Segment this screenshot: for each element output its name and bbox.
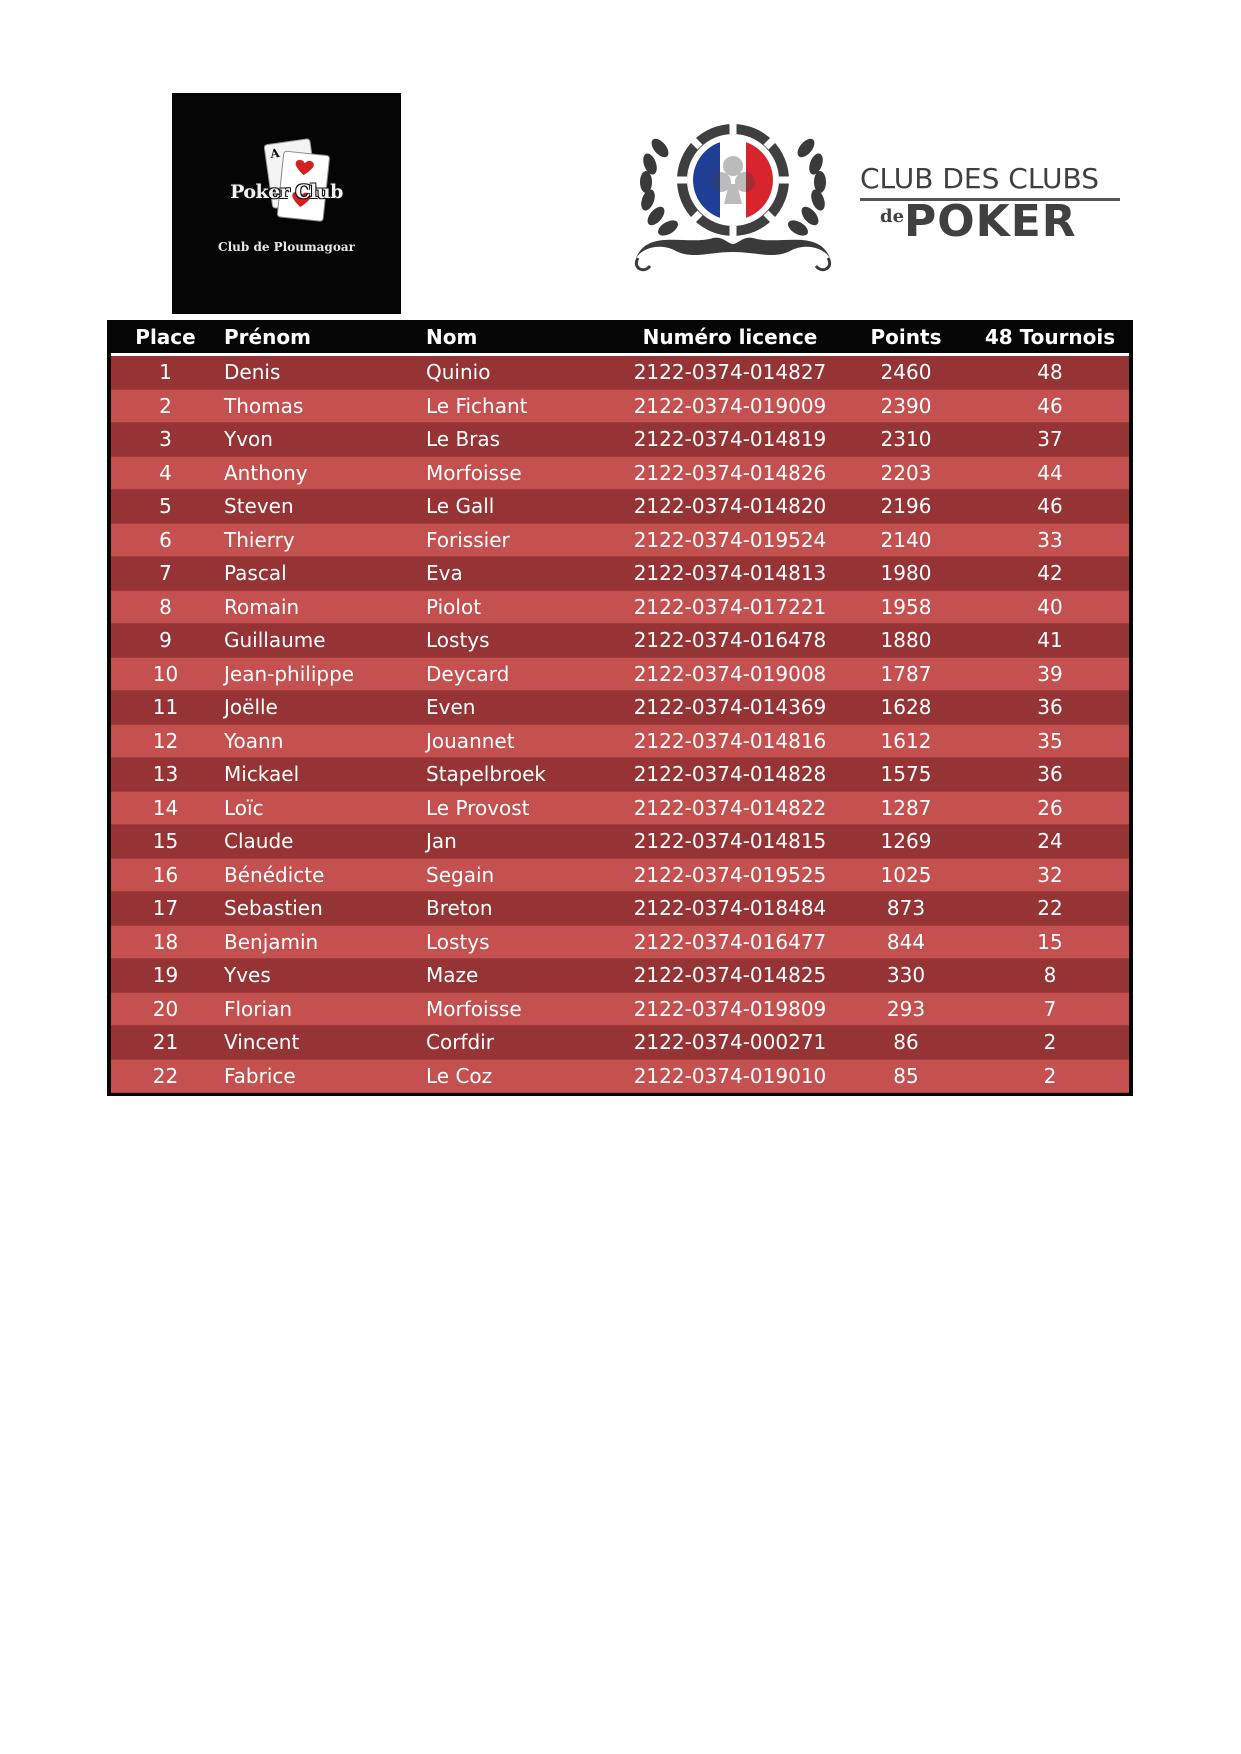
cell-first-name: Denis bbox=[224, 360, 281, 385]
cell-tournaments: 26 bbox=[1037, 795, 1063, 820]
cell-license: 2122-0374-014828 bbox=[633, 762, 827, 787]
cell-points: 1575 bbox=[880, 762, 932, 787]
cell-last-name: Segain bbox=[426, 862, 495, 887]
table-row bbox=[111, 892, 1129, 926]
cell-points: 85 bbox=[893, 1063, 919, 1088]
cell-tournaments: 2 bbox=[1043, 1030, 1057, 1055]
table-row bbox=[111, 1060, 1129, 1094]
table-row bbox=[111, 356, 1129, 390]
cell-points: 2196 bbox=[880, 494, 932, 519]
cell-points: 2310 bbox=[880, 427, 932, 452]
cell-points: 2140 bbox=[880, 527, 932, 552]
cell-license: 2122-0374-017221 bbox=[633, 594, 827, 619]
cell-last-name: Le Coz bbox=[426, 1063, 493, 1088]
cell-license: 2122-0374-016477 bbox=[633, 929, 827, 954]
table-row bbox=[111, 859, 1129, 893]
cell-license: 2122-0374-019524 bbox=[633, 527, 827, 552]
cell-place: 11 bbox=[152, 695, 179, 720]
cell-last-name: Stapelbroek bbox=[426, 762, 546, 787]
table-row bbox=[111, 390, 1129, 424]
table-row bbox=[111, 557, 1129, 591]
cell-tournaments: 46 bbox=[1037, 494, 1063, 519]
cell-tournaments: 32 bbox=[1037, 862, 1063, 887]
cell-first-name: Thomas bbox=[224, 393, 304, 418]
cell-license: 2122-0374-014813 bbox=[633, 561, 827, 586]
cell-first-name: Claude bbox=[224, 829, 294, 854]
cell-place: 20 bbox=[152, 996, 179, 1021]
header-license: Numéro licence bbox=[642, 324, 818, 349]
cell-place: 9 bbox=[159, 628, 172, 653]
cell-first-name: Thierry bbox=[224, 527, 295, 552]
cell-last-name: Morfoisse bbox=[426, 460, 522, 485]
cell-license: 2122-0374-014827 bbox=[633, 360, 827, 385]
table-row bbox=[111, 758, 1129, 792]
cell-last-name: Le Gall bbox=[426, 494, 495, 519]
cell-tournaments: 35 bbox=[1037, 728, 1063, 753]
cell-last-name: Le Bras bbox=[426, 427, 501, 452]
table-row bbox=[111, 993, 1129, 1027]
cell-place: 19 bbox=[152, 963, 179, 988]
cell-last-name: Lostys bbox=[426, 628, 490, 653]
cell-points: 1628 bbox=[880, 695, 932, 720]
cell-first-name: Bénédicte bbox=[224, 862, 325, 887]
table-row bbox=[111, 457, 1129, 491]
header-tournaments: 48 Tournois bbox=[984, 324, 1116, 349]
cell-last-name: Forissier bbox=[426, 527, 510, 552]
cell-last-name: Piolot bbox=[426, 594, 482, 619]
cell-points: 1980 bbox=[880, 561, 932, 586]
table-row bbox=[111, 825, 1129, 859]
cell-tournaments: 41 bbox=[1037, 628, 1063, 653]
cell-license: 2122-0374-019525 bbox=[633, 862, 827, 887]
header-points: Points bbox=[870, 324, 942, 349]
cell-first-name: Fabrice bbox=[224, 1063, 296, 1088]
table-row bbox=[111, 959, 1129, 993]
cell-last-name: Le Fichant bbox=[426, 393, 528, 418]
cell-tournaments: 40 bbox=[1037, 594, 1063, 619]
cell-first-name: Benjamin bbox=[224, 929, 319, 954]
header-place: Place bbox=[135, 324, 196, 349]
cell-license: 2122-0374-014826 bbox=[633, 460, 827, 485]
cell-first-name: Yvon bbox=[224, 427, 273, 452]
cell-place: 13 bbox=[152, 762, 179, 787]
cell-place: 22 bbox=[152, 1063, 179, 1088]
cell-first-name: Yves bbox=[224, 963, 271, 988]
cell-first-name: Yoann bbox=[224, 728, 284, 753]
cell-place: 17 bbox=[152, 896, 179, 921]
club-subtitle: Club de Ploumagoar bbox=[218, 240, 355, 254]
cell-first-name: Steven bbox=[224, 494, 294, 519]
cell-first-name: Romain bbox=[224, 594, 300, 619]
cell-points: 2203 bbox=[880, 460, 932, 485]
cell-tournaments: 48 bbox=[1037, 360, 1063, 385]
cell-last-name: Maze bbox=[426, 963, 479, 988]
cell-points: 1880 bbox=[880, 628, 932, 653]
cell-license: 2122-0374-014825 bbox=[633, 963, 827, 988]
playing-cards-icon bbox=[172, 93, 401, 314]
cell-tournaments: 2 bbox=[1043, 1063, 1057, 1088]
table-row bbox=[111, 423, 1129, 457]
cell-license: 2122-0374-014820 bbox=[633, 494, 827, 519]
cell-first-name: Guillaume bbox=[224, 628, 326, 653]
table-row bbox=[111, 725, 1129, 759]
cell-tournaments: 15 bbox=[1037, 929, 1063, 954]
header-first-name: Prénom bbox=[224, 324, 311, 349]
cell-points: 330 bbox=[886, 963, 926, 988]
cell-tournaments: 7 bbox=[1043, 996, 1057, 1021]
cell-license: 2122-0374-019010 bbox=[633, 1063, 827, 1088]
brand-title-line2: POKER bbox=[904, 196, 1077, 247]
cell-place: 3 bbox=[159, 427, 172, 452]
cell-tournaments: 36 bbox=[1037, 762, 1063, 787]
cell-first-name: Jean-philippe bbox=[224, 661, 355, 686]
cell-points: 844 bbox=[886, 929, 926, 954]
cell-license: 2122-0374-014819 bbox=[633, 427, 827, 452]
club-des-clubs-logo bbox=[608, 118, 1128, 288]
cell-place: 4 bbox=[159, 460, 172, 485]
cell-points: 1787 bbox=[880, 661, 932, 686]
cell-place: 10 bbox=[152, 661, 179, 686]
cell-place: 16 bbox=[152, 862, 179, 887]
cell-last-name: Le Provost bbox=[426, 795, 530, 820]
cell-last-name: Eva bbox=[426, 561, 463, 586]
cell-points: 1269 bbox=[880, 829, 932, 854]
cell-place: 6 bbox=[159, 527, 172, 552]
cell-points: 1025 bbox=[880, 862, 932, 887]
cell-last-name: Jouannet bbox=[426, 728, 515, 753]
cell-place: 14 bbox=[152, 795, 179, 820]
table-row bbox=[111, 926, 1129, 960]
cell-points: 2460 bbox=[880, 360, 932, 385]
cell-place: 1 bbox=[159, 360, 172, 385]
cell-last-name: Morfoisse bbox=[426, 996, 522, 1021]
cell-tournaments: 37 bbox=[1037, 427, 1063, 452]
cell-license: 2122-0374-014369 bbox=[633, 695, 827, 720]
cell-tournaments: 44 bbox=[1037, 460, 1063, 485]
cell-points: 1287 bbox=[880, 795, 932, 820]
cell-points: 293 bbox=[886, 996, 926, 1021]
cell-first-name: Vincent bbox=[224, 1030, 300, 1055]
cell-tournaments: 33 bbox=[1037, 527, 1063, 552]
cell-license: 2122-0374-000271 bbox=[633, 1030, 827, 1055]
cell-place: 2 bbox=[159, 393, 172, 418]
cell-tournaments: 22 bbox=[1037, 896, 1063, 921]
cell-place: 18 bbox=[152, 929, 179, 954]
table-row bbox=[111, 591, 1129, 625]
cell-points: 2390 bbox=[880, 393, 932, 418]
cell-points: 1958 bbox=[880, 594, 932, 619]
cell-points: 86 bbox=[893, 1030, 919, 1055]
poker-club-logo bbox=[172, 93, 401, 314]
cell-points: 1612 bbox=[880, 728, 932, 753]
table-row bbox=[111, 524, 1129, 558]
cell-place: 7 bbox=[159, 561, 172, 586]
table-header bbox=[111, 320, 1129, 356]
cell-tournaments: 24 bbox=[1037, 829, 1063, 854]
cell-license: 2122-0374-019809 bbox=[633, 996, 827, 1021]
cell-first-name: Loïc bbox=[224, 795, 264, 820]
cell-first-name: Mickael bbox=[224, 762, 300, 787]
cell-first-name: Anthony bbox=[224, 460, 308, 485]
cell-first-name: Joëlle bbox=[224, 695, 278, 720]
cell-license: 2122-0374-014822 bbox=[633, 795, 827, 820]
cell-first-name: Pascal bbox=[224, 561, 287, 586]
table-row bbox=[111, 792, 1129, 826]
club-name: Poker Club bbox=[230, 181, 343, 203]
table-row bbox=[111, 1026, 1129, 1060]
cell-last-name: Quinio bbox=[426, 360, 491, 385]
table-row bbox=[111, 658, 1129, 692]
cell-license: 2122-0374-016478 bbox=[633, 628, 827, 653]
cell-first-name: Sebastien bbox=[224, 896, 323, 921]
table-body bbox=[111, 356, 1129, 1093]
cell-tournaments: 42 bbox=[1037, 561, 1063, 586]
cell-license: 2122-0374-014816 bbox=[633, 728, 827, 753]
cell-tournaments: 8 bbox=[1043, 963, 1057, 988]
table-row bbox=[111, 490, 1129, 524]
cell-license: 2122-0374-018484 bbox=[633, 896, 827, 921]
svg-text:A: A bbox=[269, 145, 281, 162]
cell-tournaments: 46 bbox=[1037, 393, 1063, 418]
header-last-name: Nom bbox=[426, 324, 478, 349]
table-row bbox=[111, 691, 1129, 725]
laurel-chip-emblem-icon bbox=[608, 118, 858, 288]
cell-place: 21 bbox=[152, 1030, 179, 1055]
ranking-table bbox=[107, 320, 1133, 1096]
cell-last-name: Corfdir bbox=[426, 1030, 494, 1055]
cell-license: 2122-0374-014815 bbox=[633, 829, 827, 854]
cell-license: 2122-0374-019009 bbox=[633, 393, 827, 418]
brand-de: de bbox=[880, 206, 905, 227]
cell-last-name: Even bbox=[426, 695, 476, 720]
cell-first-name: Florian bbox=[224, 996, 293, 1021]
cell-license: 2122-0374-019008 bbox=[633, 661, 827, 686]
cell-last-name: Breton bbox=[426, 896, 493, 921]
table-row bbox=[111, 624, 1129, 658]
cell-last-name: Jan bbox=[426, 829, 457, 854]
cell-place: 8 bbox=[159, 594, 172, 619]
cell-place: 5 bbox=[159, 494, 172, 519]
brand-title-line1: CLUB DES CLUBS bbox=[860, 162, 1100, 195]
cell-tournaments: 36 bbox=[1037, 695, 1063, 720]
cell-last-name: Lostys bbox=[426, 929, 490, 954]
cell-points: 873 bbox=[886, 896, 926, 921]
cell-tournaments: 39 bbox=[1037, 661, 1063, 686]
cell-place: 12 bbox=[152, 728, 179, 753]
cell-place: 15 bbox=[152, 829, 179, 854]
cell-last-name: Deycard bbox=[426, 661, 510, 686]
